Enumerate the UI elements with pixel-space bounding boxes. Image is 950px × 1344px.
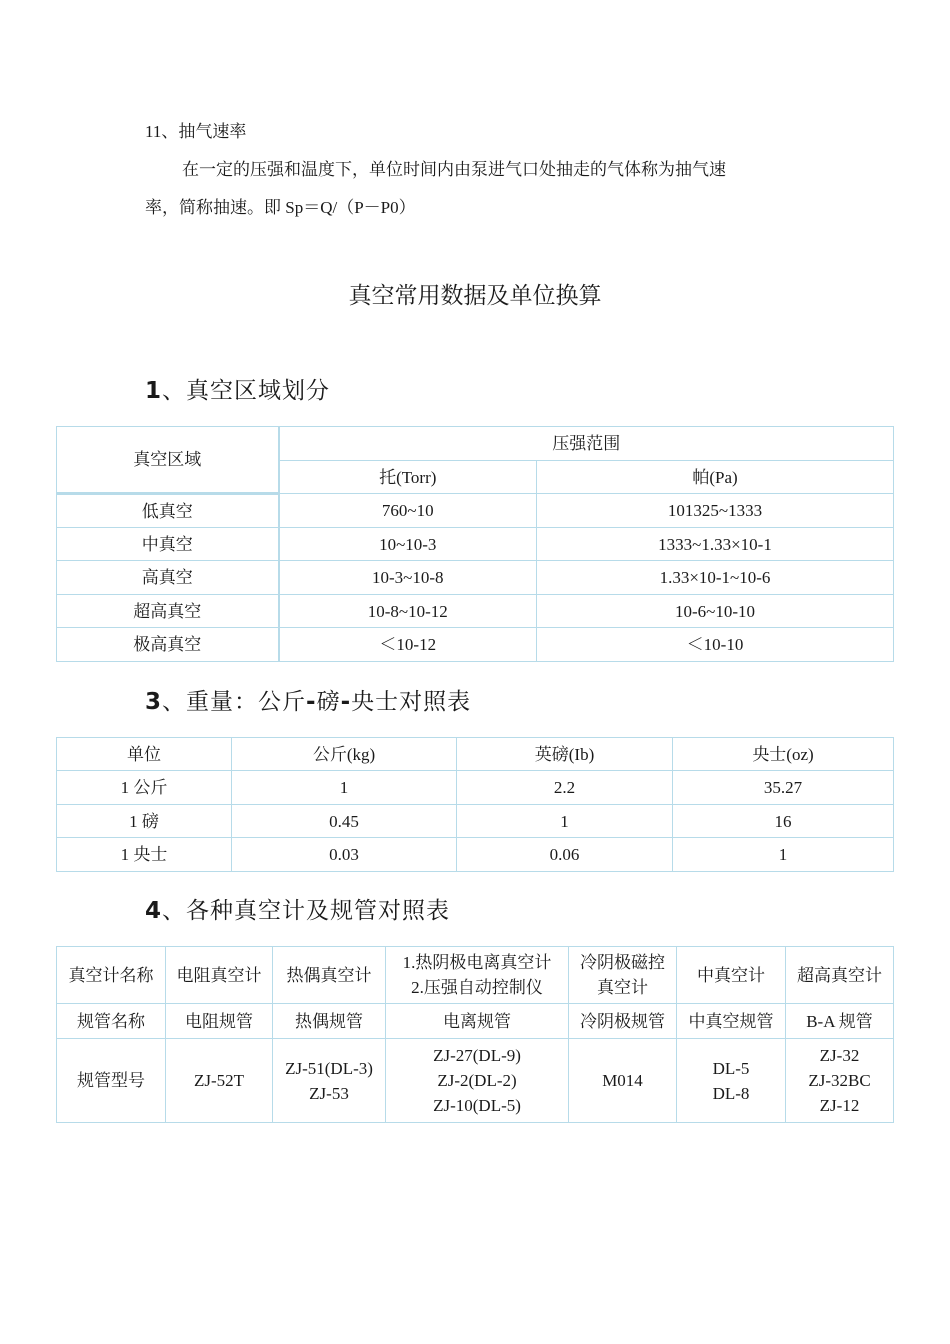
tube-ionization: 电离规管 xyxy=(386,1004,569,1039)
vacuum-region-table xyxy=(56,426,894,662)
cell-pa: ＜10-10 xyxy=(537,628,894,662)
label-tube-model: 规管型号 xyxy=(57,1039,166,1123)
model-ionization-line-1: ZJ-27(DL-9) xyxy=(433,1046,521,1065)
section-3-number: 3 xyxy=(145,689,163,715)
gauge-resistance: 电阻真空计 xyxy=(166,947,273,1004)
section-1-title: 、真空区域划分 xyxy=(162,378,331,403)
cell-lb: 0.06 xyxy=(457,838,673,872)
model-medium-vacuum xyxy=(677,1039,786,1123)
model-medium-vacuum-line-1: DL-5 xyxy=(712,1058,750,1078)
header-lb: 英磅(Ib) xyxy=(457,738,673,771)
section-3-dash-2: - xyxy=(340,689,352,715)
cell-pa: 1333~1.33×10-1 xyxy=(537,528,894,561)
cell-oz: 35.27 xyxy=(673,771,894,805)
tube-cold-cathode: 冷阴极规管 xyxy=(569,1004,677,1039)
model-cold-cathode: M014 xyxy=(569,1039,677,1123)
document-title: 真空常用数据及单位换算 xyxy=(348,283,602,308)
cell-unit: 1 磅 xyxy=(57,805,232,838)
model-ionization xyxy=(386,1039,569,1123)
section-4-title: 、各种真空计及规管对照表 xyxy=(162,898,451,923)
cell-unit: 1 公斤 xyxy=(57,771,232,805)
gauge-hot-cathode-line-2: 2.压强自动控制仪 xyxy=(411,978,543,997)
model-uhv-line-3: ZJ-12 xyxy=(819,1096,860,1115)
gauge-cold-cathode-line-2: 真空计 xyxy=(597,978,648,997)
section-1-number: 1 xyxy=(145,378,163,404)
model-ultra-high-vacuum xyxy=(786,1039,894,1123)
section-3-title-a: 、重量：公斤 xyxy=(162,689,307,714)
model-resistance: ZJ-52T xyxy=(166,1039,273,1123)
header-pa: 帕(Pa) xyxy=(537,461,894,494)
cell-region: 高真空 xyxy=(57,561,279,595)
section-4-heading xyxy=(145,897,450,925)
label-gauge-name: 真空计名称 xyxy=(57,947,166,1004)
cell-region: 极高真空 xyxy=(57,628,279,662)
section-3-title-b: 磅 xyxy=(316,689,341,714)
header-vacuum-region: 真空区域 xyxy=(57,427,279,494)
header-pressure-range: 压强范围 xyxy=(279,427,894,461)
cell-pa: 10-6~10-10 xyxy=(537,595,894,628)
section-1-heading xyxy=(145,377,330,405)
gauge-hot-cathode xyxy=(386,947,569,1004)
tube-medium-vacuum: 中真空规管 xyxy=(677,1004,786,1039)
cell-lb: 2.2 xyxy=(457,771,673,805)
tube-name-row xyxy=(57,1004,894,1039)
cell-pa: 1.33×10-1~10-6 xyxy=(537,561,894,595)
gauge-hot-cathode-line-1: 1.热阴极电离真空计 xyxy=(402,953,552,972)
table-row xyxy=(57,805,894,838)
tube-resistance: 电阻规管 xyxy=(166,1004,273,1039)
weight-conversion-table xyxy=(56,737,894,872)
gauge-name-row xyxy=(57,947,894,1004)
table-row xyxy=(57,771,894,805)
gauge-cold-cathode-line-1: 冷阴极磁控 xyxy=(580,953,665,972)
gauge-medium-vacuum: 中真空计 xyxy=(677,947,786,1004)
section-3-title-c: 央士对照表 xyxy=(351,689,472,714)
model-uhv-line-1: ZJ-32 xyxy=(819,1046,860,1065)
cell-torr: 10~10-3 xyxy=(279,528,537,561)
table-row xyxy=(57,528,894,561)
model-ionization-line-2: ZJ-2(DL-2) xyxy=(437,1071,517,1090)
table-row xyxy=(57,561,894,595)
cell-oz: 16 xyxy=(673,805,894,838)
model-thermocouple-line-2: ZJ-53 xyxy=(309,1083,349,1103)
cell-region: 低真空 xyxy=(57,494,279,528)
cell-pa: 101325~1333 xyxy=(537,494,894,528)
gauge-thermocouple: 热偶真空计 xyxy=(273,947,386,1004)
cell-torr: 760~10 xyxy=(279,494,537,528)
vacuum-gauge-table xyxy=(56,946,894,1123)
section-11-heading: 11、抽气速率 xyxy=(145,122,247,141)
gauge-ultra-high-vacuum: 超高真空计 xyxy=(786,947,894,1004)
cell-kg: 0.03 xyxy=(232,838,457,872)
table-row xyxy=(57,494,894,528)
header-unit: 单位 xyxy=(57,738,232,771)
tube-ba: B-A 规管 xyxy=(786,1004,894,1039)
model-uhv-line-2: ZJ-32BC xyxy=(808,1071,871,1090)
label-tube-name: 规管名称 xyxy=(57,1004,166,1039)
model-thermocouple xyxy=(273,1039,386,1123)
table-row xyxy=(57,838,894,872)
cell-region: 中真空 xyxy=(57,528,279,561)
intro-paragraph-line-2: 率，简称抽速。即 Sp＝Q/（P－P0） xyxy=(145,198,416,217)
cell-region: 超高真空 xyxy=(57,595,279,628)
model-ionization-line-3: ZJ-10(DL-5) xyxy=(433,1096,521,1115)
header-torr: 托(Torr) xyxy=(279,461,537,494)
section-4-number: 4 xyxy=(145,898,163,924)
cell-lb: 1 xyxy=(457,805,673,838)
tube-model-row xyxy=(57,1039,894,1123)
cell-kg: 1 xyxy=(232,771,457,805)
gauge-cold-cathode xyxy=(569,947,677,1004)
table-row xyxy=(57,628,894,662)
cell-kg: 0.45 xyxy=(232,805,457,838)
model-medium-vacuum-line-2: DL-8 xyxy=(712,1083,750,1103)
cell-torr: ＜10-12 xyxy=(279,628,537,662)
table-row xyxy=(57,595,894,628)
model-thermocouple-line-1: ZJ-51(DL-3) xyxy=(285,1058,373,1078)
cell-torr: 10-8~10-12 xyxy=(279,595,537,628)
cell-torr: 10-3~10-8 xyxy=(279,561,537,595)
table-header-row xyxy=(57,738,894,771)
intro-paragraph-line-1: 在一定的压强和温度下，单位时间内由泵进气口处抽走的气体称为抽气速 xyxy=(182,160,726,179)
tube-thermocouple: 热偶规管 xyxy=(273,1004,386,1039)
section-3-dash-1: - xyxy=(306,689,317,715)
cell-unit: 1 央士 xyxy=(57,838,232,872)
cell-oz: 1 xyxy=(673,838,894,872)
header-oz: 央士(oz) xyxy=(673,738,894,771)
section-3-heading xyxy=(145,688,471,716)
header-kg: 公斤(kg) xyxy=(232,738,457,771)
